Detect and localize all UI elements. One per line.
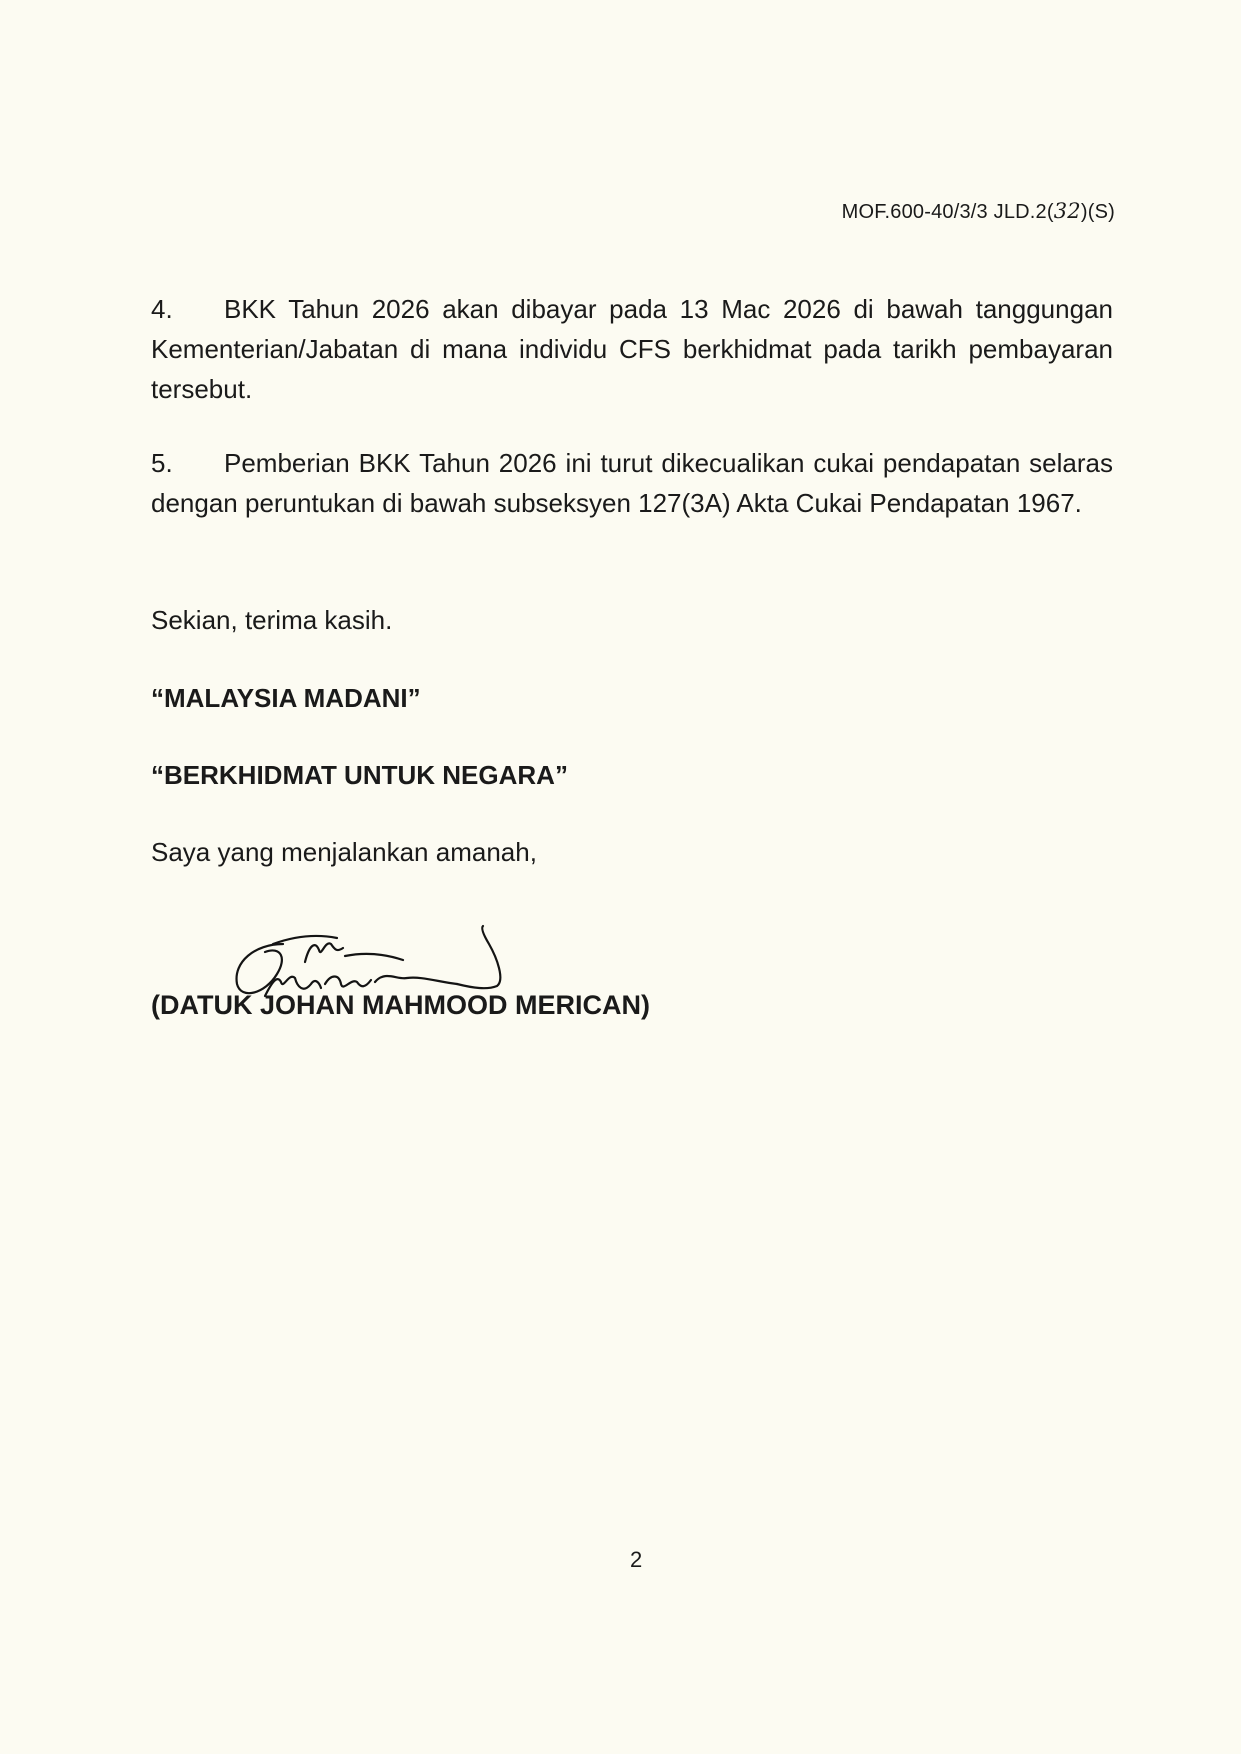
reference-suffix: )(S) xyxy=(1080,201,1115,223)
reference-prefix: MOF.600-40/3/3 JLD.2( xyxy=(841,201,1054,223)
paragraph-text: Pemberian BKK Tahun 2026 ini turut dikecualikan cukai pendapatan selaras dengan peruntukan di bawah subseksyen 127(3A) Akta Cukai Pendapatan 1967. xyxy=(151,448,1113,518)
paragraph-number: 5. xyxy=(151,448,173,478)
paragraph-5 xyxy=(151,443,1113,523)
reference-number xyxy=(842,199,1115,224)
paragraph-4 xyxy=(151,289,1113,409)
slogan-malaysia-madani: “MALAYSIA MADANI” xyxy=(151,683,421,713)
slogan-berkhidmat-untuk-negara: “BERKHIDMAT UNTUK NEGARA” xyxy=(151,760,568,790)
page-number: 2 xyxy=(630,1547,643,1572)
paragraph-text: BKK Tahun 2026 akan dibayar pada 13 Mac 2026 di bawah tanggungan Kementerian/Jabatan di mana individu CFS berkhidmat pada tarikh pembayaran tersebut. xyxy=(151,294,1113,404)
reference-handwritten-number: 32 xyxy=(1053,199,1081,223)
paragraph-number: 4. xyxy=(151,294,173,324)
valediction: Saya yang menjalankan amanah, xyxy=(151,837,537,867)
closing-line: Sekian, terima kasih. xyxy=(151,605,393,635)
signer-name: (DATUK JOHAN MAHMOOD MERICAN) xyxy=(151,990,650,1020)
